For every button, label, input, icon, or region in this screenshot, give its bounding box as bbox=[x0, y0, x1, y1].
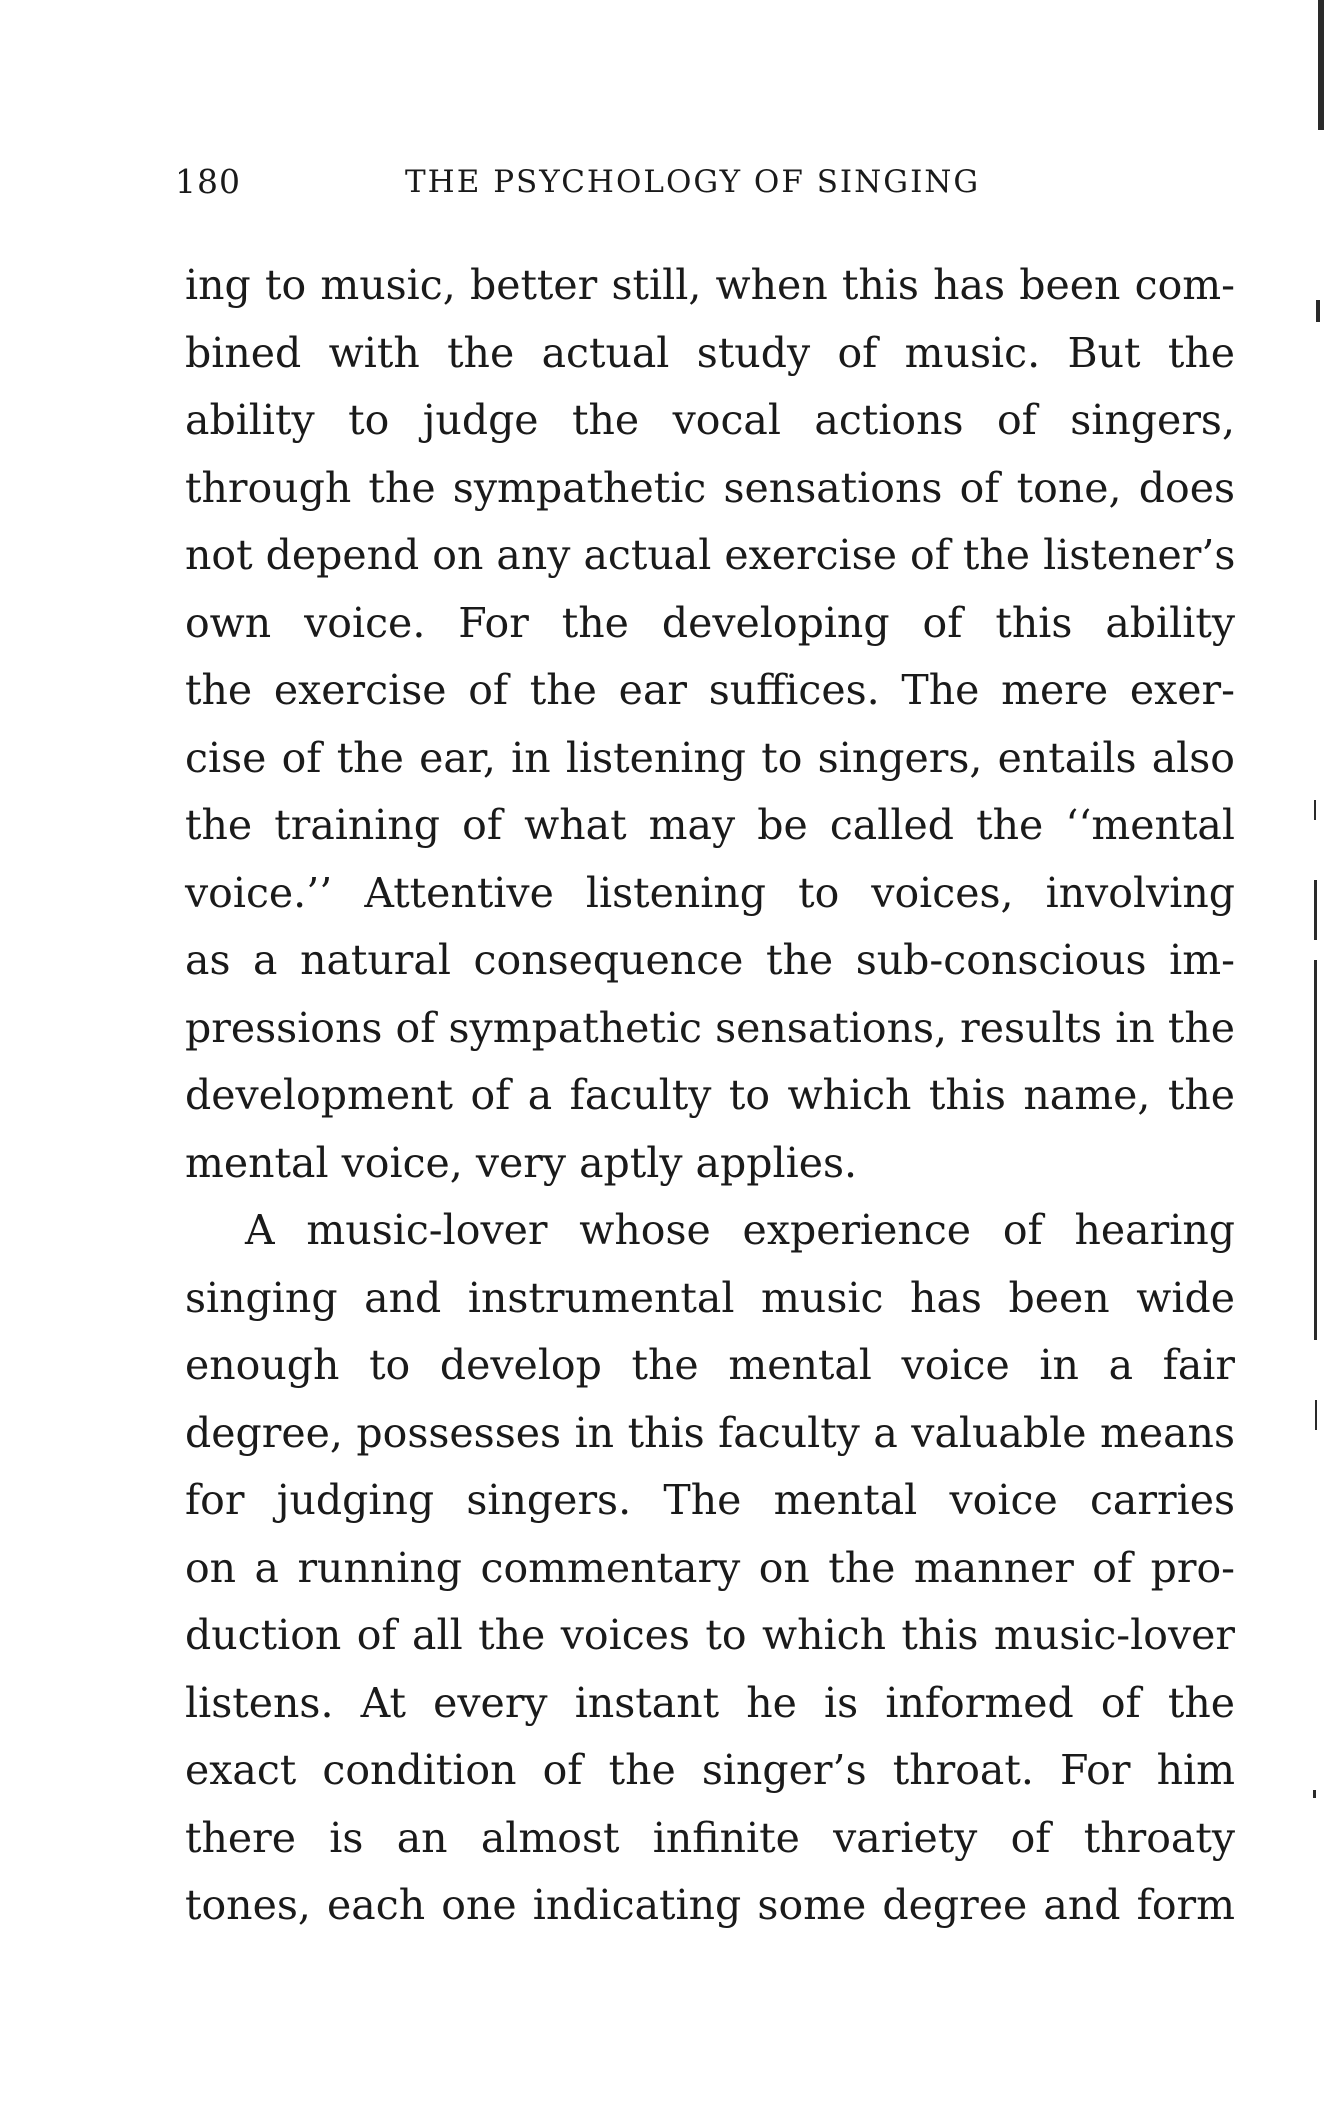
text-line: tones, each one indicating some degree and form bbox=[185, 1881, 1235, 1929]
text-line: through the sympathetic sensations of tone, does bbox=[185, 463, 1235, 512]
text-line: the exercise of the ear suffices. The mere exer- bbox=[185, 666, 1235, 714]
scan-mark bbox=[1315, 1400, 1317, 1430]
text-line: mental voice, very aptly applies. bbox=[185, 1138, 858, 1187]
body-text bbox=[185, 252, 1235, 1940]
running-title: THE PSYCHOLOGY OF SINGING bbox=[405, 164, 981, 200]
text-line: as a natural consequence the sub-conscious im- bbox=[185, 936, 1235, 984]
text-line: pressions of sympathetic sensations, results in the bbox=[185, 1003, 1235, 1052]
scan-mark bbox=[1316, 300, 1320, 322]
paragraph-2 bbox=[185, 1197, 1235, 1940]
scan-mark bbox=[1314, 960, 1317, 1340]
text-line: not depend on any actual exercise of the listener’s bbox=[185, 531, 1236, 579]
text-line: A music-lover whose experience of hearing bbox=[245, 1206, 1235, 1254]
paragraph-1 bbox=[185, 252, 1235, 1197]
running-head bbox=[175, 162, 1235, 206]
text-line: cise of the ear, in listening to singers, entails also bbox=[185, 733, 1235, 782]
scan-mark bbox=[1318, 0, 1324, 130]
text-line: duction of all the voices to which this music-lover bbox=[185, 1611, 1235, 1659]
text-line: exact condition of the singer’s throat. For him bbox=[185, 1746, 1235, 1794]
text-line: enough to develop the mental voice in a fair bbox=[185, 1341, 1235, 1389]
scan-mark bbox=[1314, 800, 1316, 820]
text-line: development of a faculty to which this name, the bbox=[185, 1071, 1235, 1119]
scan-mark bbox=[1314, 880, 1317, 940]
scan-edge-marks bbox=[1300, 0, 1340, 2115]
scan-mark bbox=[1313, 1790, 1316, 1798]
text-line: the training of what may be called the ‘‘mental bbox=[185, 801, 1235, 849]
text-line: listens. At every instant he is informed of the bbox=[185, 1678, 1235, 1727]
text-line: bined with the actual study of music. But the bbox=[185, 328, 1235, 377]
text-line: for judging singers. The mental voice carries bbox=[185, 1476, 1235, 1524]
text-line: own voice. For the developing of this ability bbox=[185, 598, 1235, 647]
text-line: on a running commentary on the manner of pro- bbox=[185, 1543, 1235, 1592]
text-line: singing and instrumental music has been wide bbox=[185, 1273, 1235, 1322]
text-line: there is an almost infinite variety of throaty bbox=[185, 1813, 1235, 1862]
text-line: voice.’’ Attentive listening to voices, involving bbox=[185, 868, 1235, 917]
page-number: 180 bbox=[175, 162, 241, 201]
text-line: degree, possesses in this faculty a valuable means bbox=[185, 1408, 1235, 1457]
text-line: ability to judge the vocal actions of singers, bbox=[185, 396, 1235, 444]
text-line: ing to music, better still, when this has been com- bbox=[185, 261, 1235, 309]
